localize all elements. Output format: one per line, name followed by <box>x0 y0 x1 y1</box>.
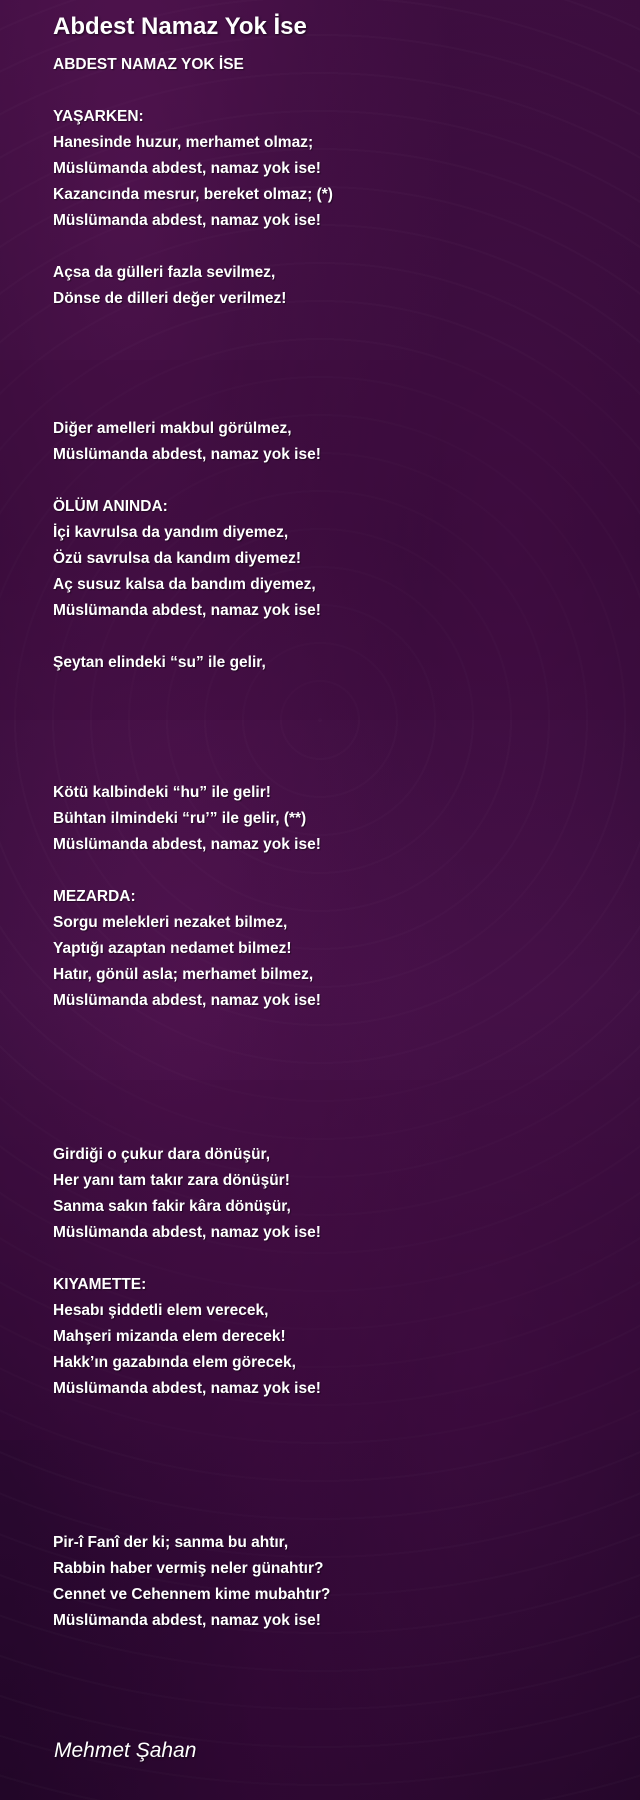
poem-line: Müslümanda abdest, namaz yok ise! <box>53 836 321 853</box>
page-gap <box>53 1014 613 1142</box>
page-gap <box>53 312 613 416</box>
poem-line: Dönse de dilleri değer verilmez! <box>53 290 287 307</box>
stanza-gap <box>53 624 613 650</box>
section-heading: MEZARDA: <box>53 888 136 905</box>
stanza-gap <box>53 858 613 884</box>
poem-line: Özü savrulsa da kandım diyemez! <box>53 550 302 567</box>
poem-line: Müslümanda abdest, namaz yok ise! <box>53 1380 321 1397</box>
poem-line: Müslümanda abdest, namaz yok ise! <box>53 1612 321 1629</box>
poem-line: İçi kavrulsa da yandım diyemez, <box>53 524 289 541</box>
poem-body <box>53 52 613 1634</box>
poem-line: Pir-î Fanî der ki; sanma bu ahtır, <box>53 1534 289 1551</box>
poem-line: Yaptığı azaptan nedamet bilmez! <box>53 940 292 957</box>
poem-title: Abdest Namaz Yok İse <box>53 13 307 40</box>
section-heading: KIYAMETTE: <box>53 1276 147 1293</box>
section-heading: YAŞARKEN: <box>53 108 144 125</box>
poem-line: Müslümanda abdest, namaz yok ise! <box>53 212 321 229</box>
poem-line: Kötü kalbindeki “hu” ile gelir! <box>53 784 271 801</box>
poem-line: Hakk’ın gazabında elem görecek, <box>53 1354 296 1371</box>
stanza-gap <box>53 468 613 494</box>
poem-line: Cennet ve Cehennem kime mubahtır? <box>53 1586 331 1603</box>
stanza-gap <box>53 234 613 260</box>
poem-line: Müslümanda abdest, namaz yok ise! <box>53 1224 321 1241</box>
poem-line: ABDEST NAMAZ YOK İSE <box>53 56 244 73</box>
poem-line: Bühtan ilmindeki “ru’” ile gelir, (**) <box>53 810 307 827</box>
poem-line: Açsa da gülleri fazla sevilmez, <box>53 264 276 281</box>
stanza-gap <box>53 1246 613 1272</box>
poem-line: Müslümanda abdest, namaz yok ise! <box>53 446 321 463</box>
poem-container <box>53 10 613 1634</box>
poem-line: Diğer amelleri makbul görülmez, <box>53 420 292 437</box>
author-name: Mehmet Şahan <box>54 1739 197 1762</box>
poem-line: Hanesinde huzur, merhamet olmaz; <box>53 134 314 151</box>
poem-line: Müslümanda abdest, namaz yok ise! <box>53 602 321 619</box>
stanza-gap <box>53 78 613 104</box>
section-heading: ÖLÜM ANINDA: <box>53 498 168 515</box>
poem-line: Kazancında mesrur, bereket olmaz; (*) <box>53 186 333 203</box>
poem-line: Müslümanda abdest, namaz yok ise! <box>53 160 321 177</box>
poem-line: Girdiği o çukur dara dönüşür, <box>53 1146 271 1163</box>
poem-line: Her yanı tam takır zara dönüşür! <box>53 1172 290 1189</box>
poem-line: Hatır, gönül asla; merhamet bilmez, <box>53 966 314 983</box>
page-gap <box>53 1402 613 1530</box>
poem-line: Aç susuz kalsa da bandım diyemez, <box>53 576 316 593</box>
poem-line: Mahşeri mizanda elem derecek! <box>53 1328 286 1345</box>
poem-line: Müslümanda abdest, namaz yok ise! <box>53 992 321 1009</box>
poem-line: Rabbin haber vermiş neler günahtır? <box>53 1560 324 1577</box>
poem-line: Hesabı şiddetli elem verecek, <box>53 1302 269 1319</box>
page-gap <box>53 676 613 780</box>
poem-line: Şeytan elindeki “su” ile gelir, <box>53 654 266 671</box>
poem-line: Sorgu melekleri nezaket bilmez, <box>53 914 288 931</box>
poem-line: Sanma sakın fakir kâra dönüşür, <box>53 1198 291 1215</box>
